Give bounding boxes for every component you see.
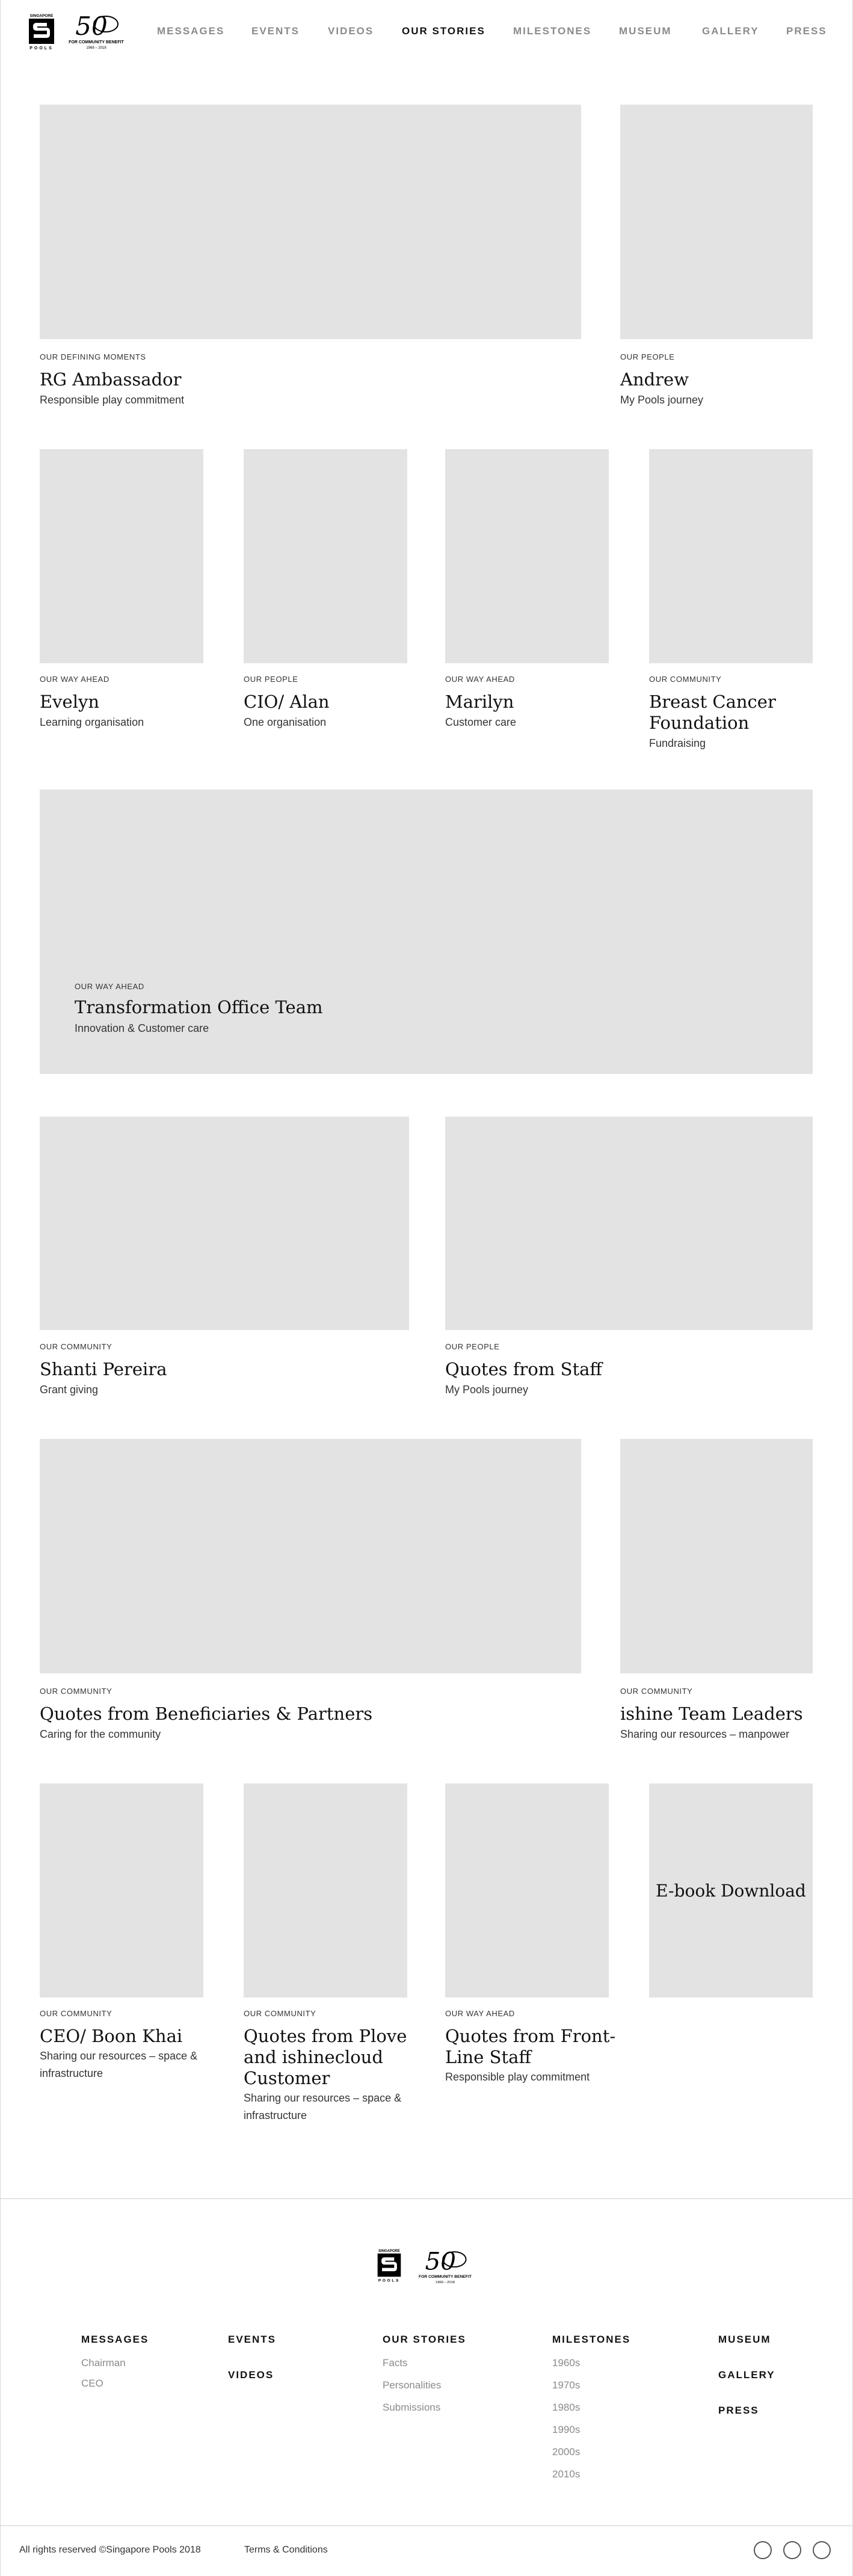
story-title[interactable]: CIO/ Alan	[244, 692, 330, 712]
story-card[interactable]	[445, 449, 609, 663]
story-title[interactable]: Breast Cancer Foundation	[649, 692, 776, 733]
footer-link-1980s[interactable]: 1980s	[552, 2402, 580, 2413]
footer-anniversary-logo	[415, 2246, 475, 2285]
story-image[interactable]	[40, 449, 203, 663]
story-card[interactable]	[445, 1783, 609, 1998]
story-category: OUR PEOPLE	[244, 675, 298, 684]
story-image[interactable]	[620, 105, 813, 339]
svg-text:1968 – 2018: 1968 – 2018	[86, 46, 106, 50]
story-image[interactable]	[620, 1439, 813, 1673]
story-title[interactable]: Quotes from Beneficiaries & Partners	[40, 1704, 373, 1724]
ebook-download-card[interactable]	[649, 1783, 813, 1998]
footer-heading-milestones[interactable]: MILESTONES	[552, 2334, 631, 2345]
story-image[interactable]	[40, 105, 581, 339]
nav-events[interactable]: EVENTS	[251, 25, 300, 37]
svg-text:SINGAPORE: SINGAPORE	[378, 2249, 400, 2253]
story-card[interactable]	[40, 1439, 581, 1673]
footer-link-1960s[interactable]: 1960s	[552, 2357, 580, 2369]
footer-link-2010s[interactable]: 2010s	[552, 2468, 580, 2480]
story-category: OUR PEOPLE	[620, 352, 675, 361]
nav-museum[interactable]: MUSEUM	[619, 25, 672, 37]
story-title[interactable]: Evelyn	[40, 692, 100, 712]
story-category: OUR WAY AHEAD	[40, 675, 109, 684]
story-title[interactable]: Andrew	[620, 369, 689, 390]
svg-text:FOR COMMUNITY BENEFIT: FOR COMMUNITY BENEFIT	[419, 2275, 472, 2280]
story-image[interactable]	[244, 1783, 407, 1998]
story-title[interactable]: Shanti Pereira	[40, 1359, 167, 1379]
nav-press[interactable]: PRESS	[786, 25, 827, 37]
story-image[interactable]	[445, 1117, 813, 1330]
story-image[interactable]	[445, 449, 609, 663]
story-card-featured[interactable]	[40, 790, 813, 1074]
nav-gallery[interactable]: GALLERY	[702, 25, 759, 37]
story-card[interactable]	[620, 1439, 813, 1673]
story-subtitle: Customer care	[445, 716, 517, 728]
story-card[interactable]	[40, 449, 203, 663]
story-category: OUR COMMUNITY	[244, 2009, 316, 2018]
story-category: OUR COMMUNITY	[649, 675, 722, 684]
instagram-icon[interactable]	[783, 2541, 801, 2559]
story-image[interactable]	[244, 449, 407, 663]
story-subtitle: Sharing our resources – space & infrastructure	[244, 2092, 402, 2121]
story-subtitle: Fundraising	[649, 737, 706, 749]
story-subtitle: Responsible play commitment	[40, 394, 185, 406]
story-subtitle: My Pools journey	[620, 394, 704, 406]
story-card[interactable]	[40, 1117, 409, 1330]
singapore-pools-logo[interactable]	[26, 12, 57, 51]
nav-messages[interactable]: MESSAGES	[157, 25, 225, 37]
story-card[interactable]	[620, 105, 813, 339]
footer-link-ceo[interactable]: CEO	[81, 2378, 103, 2389]
footer-link-facts[interactable]: Facts	[383, 2357, 408, 2369]
story-category: OUR WAY AHEAD	[75, 982, 144, 991]
svg-text:50: 50	[425, 2247, 457, 2276]
nav-videos[interactable]: VIDEOS	[328, 25, 374, 37]
footer-link-personalities[interactable]: Personalities	[383, 2379, 442, 2391]
story-title[interactable]: RG Ambassador	[40, 369, 182, 390]
svg-text:POOLS: POOLS	[29, 46, 54, 51]
story-title[interactable]: Marilyn	[445, 692, 514, 712]
footer-heading-our-stories[interactable]: OUR STORIES	[383, 2334, 466, 2345]
story-subtitle: Caring for the community	[40, 1728, 161, 1740]
footer-heading-press[interactable]: PRESS	[718, 2405, 759, 2416]
svg-text:SINGAPORE: SINGAPORE	[29, 14, 54, 18]
copyright-text: All rights reserved ©Singapore Pools 2018	[19, 2545, 201, 2555]
facebook-icon[interactable]	[754, 2541, 772, 2559]
story-subtitle: My Pools journey	[445, 1384, 529, 1396]
svg-text:50: 50	[75, 11, 108, 41]
nav-our-stories[interactable]: OUR STORIES	[402, 25, 485, 37]
story-card[interactable]	[40, 1783, 203, 1998]
footer-heading-museum[interactable]: MUSEUM	[718, 2334, 771, 2345]
footer-heading-gallery[interactable]: GALLERY	[718, 2369, 775, 2381]
site-header	[0, 0, 853, 64]
story-subtitle: Grant giving	[40, 1384, 99, 1396]
story-card[interactable]	[244, 449, 407, 663]
nav-milestones[interactable]: MILESTONES	[513, 25, 592, 37]
svg-text:POOLS: POOLS	[378, 2278, 401, 2283]
story-image[interactable]	[40, 1439, 581, 1673]
footer-heading-messages[interactable]: MESSAGES	[81, 2334, 149, 2345]
footer-link-chairman[interactable]: Chairman	[81, 2357, 126, 2369]
footer-link-1970s[interactable]: 1970s	[552, 2379, 580, 2391]
story-card[interactable]	[40, 105, 581, 357]
story-title[interactable]: CEO/ Boon Khai	[40, 2026, 183, 2046]
footer-heading-videos[interactable]: VIDEOS	[228, 2369, 274, 2381]
story-card[interactable]	[445, 1117, 813, 1330]
story-title[interactable]: Transformation Office Team	[75, 997, 323, 1017]
story-category: OUR WAY AHEAD	[445, 2009, 515, 2018]
story-image[interactable]	[445, 1783, 609, 1998]
story-category: OUR COMMUNITY	[620, 1687, 693, 1696]
story-title[interactable]: Quotes from Staff	[445, 1359, 603, 1379]
story-subtitle: Learning organisation	[40, 716, 144, 728]
story-category: OUR COMMUNITY	[40, 1342, 112, 1351]
story-subtitle: Innovation & Customer care	[75, 1022, 209, 1034]
story-title[interactable]: ishine Team Leaders	[620, 1704, 803, 1724]
footer-heading-events[interactable]: EVENTS	[228, 2334, 277, 2345]
footer-link-1990s[interactable]: 1990s	[552, 2424, 580, 2435]
youtube-icon[interactable]	[813, 2541, 831, 2559]
terms-link[interactable]: Terms & Conditions	[244, 2545, 328, 2555]
story-subtitle: Responsible play commitment	[445, 2071, 590, 2083]
story-image[interactable]	[40, 1117, 409, 1330]
footer-link-submissions[interactable]: Submissions	[383, 2402, 441, 2413]
svg-text:1968 – 2018: 1968 – 2018	[436, 2280, 455, 2284]
story-card[interactable]	[649, 449, 813, 663]
story-title[interactable]: Quotes from Plove and ishinecloud Customer	[244, 2026, 407, 2088]
story-card[interactable]	[244, 1783, 407, 1998]
story-image[interactable]	[649, 449, 813, 663]
story-category: OUR COMMUNITY	[40, 2009, 112, 2018]
footer-link-2000s[interactable]: 2000s	[552, 2446, 580, 2458]
story-title[interactable]: Quotes from Front-Line Staff	[445, 2026, 616, 2067]
story-subtitle: One organisation	[244, 716, 327, 728]
svg-text:FOR COMMUNITY BENEFIT: FOR COMMUNITY BENEFIT	[69, 40, 124, 44]
footer-singapore-pools-logo[interactable]	[375, 2246, 403, 2284]
ebook-download-button[interactable]: E-book Download	[649, 1783, 813, 1998]
anniversary-logo	[65, 11, 128, 51]
story-image[interactable]	[40, 1783, 203, 1998]
story-category: OUR COMMUNITY	[40, 1687, 112, 1696]
story-subtitle: Sharing our resources – space & infrastructure	[40, 2050, 198, 2079]
story-category: OUR PEOPLE	[445, 1342, 500, 1351]
story-category: OUR DEFINING MOMENTS	[40, 352, 146, 361]
story-category: OUR WAY AHEAD	[445, 675, 515, 684]
story-subtitle: Sharing our resources – manpower	[620, 1728, 790, 1740]
